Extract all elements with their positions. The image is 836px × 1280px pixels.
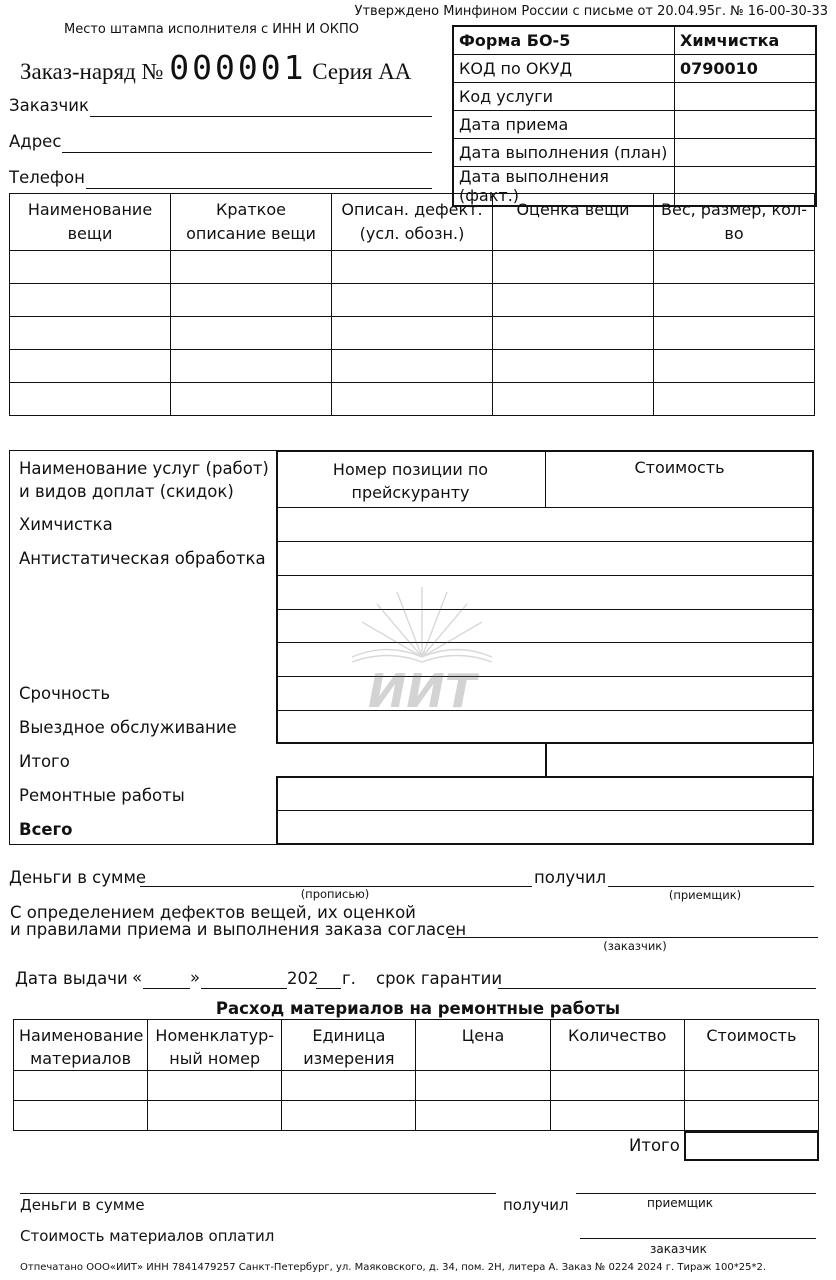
cell[interactable] — [332, 383, 493, 416]
footer-receiver-caption: приемщик — [647, 1196, 714, 1210]
phone-label: Телефон — [9, 168, 85, 187]
customer-signature-field[interactable] — [448, 937, 818, 938]
cell[interactable] — [171, 251, 332, 284]
okud-label: КОД по ОКУД — [453, 54, 675, 82]
cell[interactable] — [10, 383, 171, 416]
order-prefix: Заказ-наряд № — [20, 59, 164, 84]
materials-header-cost: Стоимость — [684, 1020, 818, 1071]
cell[interactable] — [10, 350, 171, 383]
cell[interactable] — [684, 1101, 818, 1131]
service-repairs: Ремонтные работы — [19, 786, 185, 805]
approval-note: Утверждено Минфином России с письме от 20.04.95г. № 16-00-30-33 — [354, 4, 828, 19]
cell[interactable] — [550, 1101, 684, 1131]
materials-header-quantity: Количество — [550, 1020, 684, 1071]
customer-caption: (заказчик) — [603, 939, 667, 953]
form-box — [452, 25, 817, 207]
cell[interactable] — [171, 317, 332, 350]
services-header-name: Наименование услуг (работ) и видов доплат (скидок) — [19, 459, 269, 501]
address-label: Адрес — [9, 132, 62, 151]
agreement-text-1: С определением дефектов вещей, их оценкой — [10, 903, 416, 922]
services-header-position: Номер позиции по прейскуранту — [332, 460, 489, 502]
okud-value: 0790010 — [675, 54, 817, 82]
service-urgency: Срочность — [19, 684, 111, 703]
year-field[interactable] — [316, 988, 341, 989]
customer-label: Заказчик — [9, 96, 89, 115]
cell[interactable] — [10, 251, 171, 284]
items-header-valuation: Оценка вещи — [493, 194, 654, 251]
service-subtotal: Итого — [19, 752, 70, 771]
cell[interactable] — [171, 284, 332, 317]
items-header-name: Наименование вещи — [10, 194, 171, 251]
cell[interactable] — [416, 1071, 550, 1101]
quote-close: » — [190, 968, 201, 987]
cell[interactable] — [10, 317, 171, 350]
grid-line — [276, 541, 814, 542]
cell[interactable] — [493, 251, 654, 284]
agreement-text-2: и правилами приема и выполнения заказа согласен — [10, 920, 467, 939]
actual-date-label: Дата выполнения (факт.) — [453, 166, 675, 206]
table-row — [10, 350, 815, 383]
cell[interactable] — [171, 350, 332, 383]
customer-field[interactable] — [90, 116, 432, 117]
cell[interactable] — [14, 1071, 148, 1101]
issue-date-label: Дата выдачи — [15, 969, 128, 988]
cell[interactable] — [171, 383, 332, 416]
cell[interactable] — [550, 1071, 684, 1101]
table-row — [10, 251, 815, 284]
receiver-caption: (приемщик) — [668, 888, 742, 902]
cell[interactable] — [493, 350, 654, 383]
service-grand-total: Всего — [19, 820, 73, 839]
stamp-place-caption: Место штампа исполнителя с ИНН И ОКПО — [64, 22, 360, 37]
cell[interactable] — [493, 383, 654, 416]
items-table — [9, 193, 815, 416]
form-label: Форма БО-5 — [453, 26, 675, 54]
footer-receiver-field[interactable] — [576, 1193, 816, 1194]
table-row — [10, 284, 815, 317]
cell[interactable] — [282, 1101, 416, 1131]
cell[interactable] — [332, 284, 493, 317]
grid-line — [276, 810, 814, 811]
cell[interactable] — [332, 350, 493, 383]
planned-date-value[interactable] — [675, 138, 817, 166]
cell[interactable] — [10, 284, 171, 317]
footer-customer-field[interactable] — [580, 1238, 816, 1239]
materials-total-label: Итого — [629, 1136, 680, 1155]
table-row — [10, 317, 815, 350]
received-date-value[interactable] — [675, 110, 817, 138]
materials-header-name: Наименование материалов — [14, 1020, 148, 1071]
table-row — [14, 1101, 819, 1131]
planned-date-label: Дата выполнения (план) — [453, 138, 675, 166]
year-suffix: г. — [342, 969, 356, 988]
cell[interactable] — [654, 350, 815, 383]
cell[interactable] — [493, 317, 654, 350]
cell[interactable] — [416, 1101, 550, 1131]
watermark-logo — [322, 562, 522, 722]
grid-line — [276, 507, 814, 508]
cell[interactable] — [654, 284, 815, 317]
service-code-label: Код услуги — [453, 82, 675, 110]
issue-day-field[interactable] — [143, 988, 190, 989]
phone-field[interactable] — [86, 188, 432, 189]
money-sum-label: Деньги в сумме — [9, 868, 147, 887]
issue-month-field[interactable] — [201, 988, 287, 989]
items-header-weight: Вес, размер, кол-во — [654, 194, 815, 251]
imprint: Отпечатано ООО«ИИТ» ИНН 7841479257 Санкт-Петербург, ул. Маяковского, д. 34, пом. 2Н, литера А. Заказ № 0224 2024 г. Тираж 100*25*2. — [20, 1262, 766, 1273]
table-row — [10, 383, 815, 416]
cell[interactable] — [684, 1071, 818, 1101]
footer-money-label: Деньги в сумме — [20, 1196, 145, 1214]
year-label: 202 — [287, 969, 319, 988]
address-field[interactable] — [62, 152, 432, 153]
cell[interactable] — [493, 284, 654, 317]
materials-header-number: Номенклатур-ный номер — [148, 1020, 282, 1071]
order-number: 000001 — [169, 48, 307, 87]
watermark-logo-text: ИИТ — [367, 664, 477, 718]
materials-header-unit: Единица измерения — [282, 1020, 416, 1071]
warranty-field[interactable] — [498, 988, 816, 989]
cell[interactable] — [332, 317, 493, 350]
form-value: Химчистка — [675, 26, 817, 54]
items-header-description: Краткое описание вещи — [171, 194, 332, 251]
cell[interactable] — [148, 1101, 282, 1131]
service-antistatic: Антистатическая обработка — [19, 549, 266, 568]
in-words-caption: (прописью) — [300, 887, 370, 901]
services-header-cost: Стоимость — [634, 458, 725, 477]
receiver-field[interactable] — [608, 886, 814, 887]
cell[interactable] — [282, 1071, 416, 1101]
received-label: получил — [534, 868, 607, 887]
materials-table — [13, 1019, 819, 1131]
cell[interactable] — [654, 317, 815, 350]
cell[interactable] — [14, 1101, 148, 1131]
order-title — [20, 48, 411, 87]
footer-received-label: получил — [503, 1196, 569, 1214]
cell[interactable] — [654, 383, 815, 416]
items-header-defects: Описан. дефект. (усл. обозн.) — [332, 194, 493, 251]
materials-total-field[interactable] — [684, 1131, 819, 1161]
cell[interactable] — [332, 251, 493, 284]
footer-money-line[interactable] — [20, 1193, 496, 1194]
warranty-label: срок гарантии — [376, 969, 503, 988]
cell[interactable] — [654, 251, 815, 284]
materials-header-price: Цена — [416, 1020, 550, 1071]
service-code-value[interactable] — [675, 82, 817, 110]
materials-title: Расход материалов на ремонтные работы — [215, 999, 621, 1018]
cell[interactable] — [148, 1071, 282, 1101]
received-date-label: Дата приема — [453, 110, 675, 138]
footer-customer-caption: заказчик — [650, 1242, 707, 1256]
watermark-rays-icon — [322, 562, 522, 722]
total-divider — [545, 742, 547, 777]
quote-open: « — [132, 968, 143, 987]
service-onsite: Выездное обслуживание — [19, 718, 237, 737]
table-row — [14, 1071, 819, 1101]
materials-paid-label: Стоимость материалов оплатил — [20, 1227, 275, 1245]
service-dry-cleaning: Химчистка — [19, 515, 113, 534]
order-series: Серия АА — [312, 59, 412, 84]
